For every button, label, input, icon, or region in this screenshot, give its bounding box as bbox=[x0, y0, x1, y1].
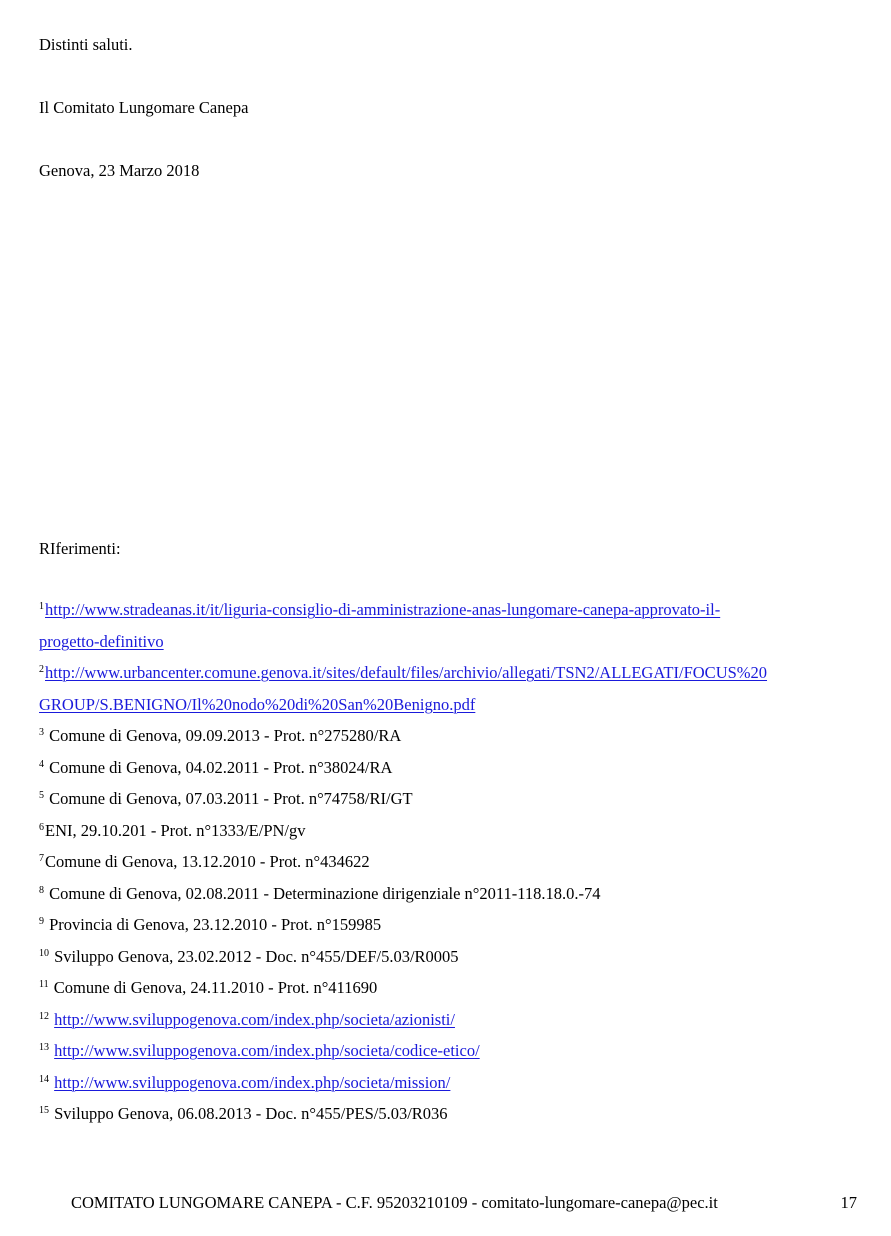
reference-link[interactable]: http://www.sviluppogenova.com/index.php/societa/azionisti/ bbox=[54, 1009, 455, 1029]
page-footer bbox=[71, 1193, 857, 1213]
reference-text: Provincia di Genova, 23.12.2010 - Prot. n°159985 bbox=[49, 915, 382, 934]
page-number: 17 bbox=[840, 1193, 857, 1212]
reference-link[interactable]: http://www.sviluppogenova.com/index.php/societa/codice-etico/ bbox=[54, 1041, 480, 1060]
reference-item bbox=[39, 851, 869, 883]
closing-signature: Il Comitato Lungomare Canepa bbox=[39, 98, 249, 117]
reference-item bbox=[39, 1103, 869, 1135]
reference-link-continuation[interactable]: GROUP/S.BENIGNO/Il%20nodo%20di%20San%20Benigno.pdf bbox=[39, 694, 476, 714]
footnote-number: 2 bbox=[39, 664, 44, 675]
reference-item bbox=[39, 1009, 869, 1041]
footnote-number: 10 bbox=[39, 947, 49, 959]
reference-item bbox=[39, 599, 869, 631]
reference-item bbox=[39, 946, 869, 978]
footnote-number: 3 bbox=[39, 727, 44, 738]
reference-text: Comune di Genova, 07.03.2011 - Prot. n°74758/RI/GT bbox=[49, 789, 413, 808]
reference-item-continuation bbox=[39, 694, 869, 726]
footnote-number: 15 bbox=[39, 1105, 49, 1116]
footnote-number: 11 bbox=[39, 979, 49, 990]
footnote-number: 4 bbox=[39, 758, 44, 770]
footnote-number: 7 bbox=[39, 853, 44, 864]
footnote-number: 9 bbox=[39, 916, 44, 927]
reference-item bbox=[39, 725, 869, 757]
footnote-number: 14 bbox=[39, 1073, 49, 1085]
reference-text: Sviluppo Genova, 23.02.2012 - Doc. n°455/DEF/5.03/R0005 bbox=[54, 946, 459, 966]
footnote-number: 8 bbox=[39, 884, 44, 896]
reference-item-continuation bbox=[39, 631, 869, 663]
footnote-number: 1 bbox=[39, 601, 44, 612]
reference-text: Comune di Genova, 02.08.2011 - Determinazione dirigenziale n°2011-118.18.0.-74 bbox=[49, 883, 601, 903]
reference-item bbox=[39, 1072, 869, 1104]
reference-text: Comune di Genova, 24.11.2010 - Prot. n°411690 bbox=[53, 978, 378, 997]
reference-item bbox=[39, 757, 869, 789]
closing-place-date: Genova, 23 Marzo 2018 bbox=[39, 161, 200, 180]
reference-text: Comune di Genova, 04.02.2011 - Prot. n°38024/RA bbox=[49, 757, 393, 777]
reference-link[interactable]: http://www.stradeanas.it/it/liguria-consiglio-di-amministrazione-anas-lungomare-canepa-approvato-il- bbox=[45, 600, 721, 619]
reference-link[interactable]: http://www.urbancenter.comune.genova.it/sites/default/files/archivio/allegati/TSN2/ALLEGATI/FOCUS%20 bbox=[45, 663, 768, 682]
reference-link[interactable]: http://www.sviluppogenova.com/index.php/societa/mission/ bbox=[54, 1072, 451, 1092]
references-heading: RIferimenti: bbox=[39, 539, 121, 558]
reference-link-continuation[interactable]: progetto-definitivo bbox=[39, 631, 164, 651]
reference-item bbox=[39, 883, 869, 915]
footnote-number: 13 bbox=[39, 1042, 49, 1053]
reference-text: Comune di Genova, 13.12.2010 - Prot. n°434622 bbox=[45, 852, 370, 871]
footer-text: COMITATO LUNGOMARE CANEPA - C.F. 95203210109 - comitato-lungomare-canepa@pec.it bbox=[71, 1193, 718, 1212]
reference-item bbox=[39, 788, 869, 820]
reference-item bbox=[39, 820, 869, 852]
reference-text: Sviluppo Genova, 06.08.2013 - Doc. n°455/PES/5.03/R036 bbox=[54, 1104, 448, 1123]
reference-text: ENI, 29.10.201 - Prot. n°1333/E/PN/gv bbox=[45, 820, 306, 840]
footnote-number: 12 bbox=[39, 1010, 49, 1022]
reference-item bbox=[39, 914, 869, 946]
reference-item bbox=[39, 977, 869, 1009]
reference-item bbox=[39, 662, 869, 694]
references-list bbox=[39, 599, 869, 1135]
reference-text: Comune di Genova, 09.09.2013 - Prot. n°275280/RA bbox=[49, 726, 402, 745]
footnote-number: 5 bbox=[39, 790, 44, 801]
footnote-number: 6 bbox=[39, 821, 44, 833]
closing-greeting: Distinti saluti. bbox=[39, 35, 133, 54]
reference-item bbox=[39, 1040, 869, 1072]
